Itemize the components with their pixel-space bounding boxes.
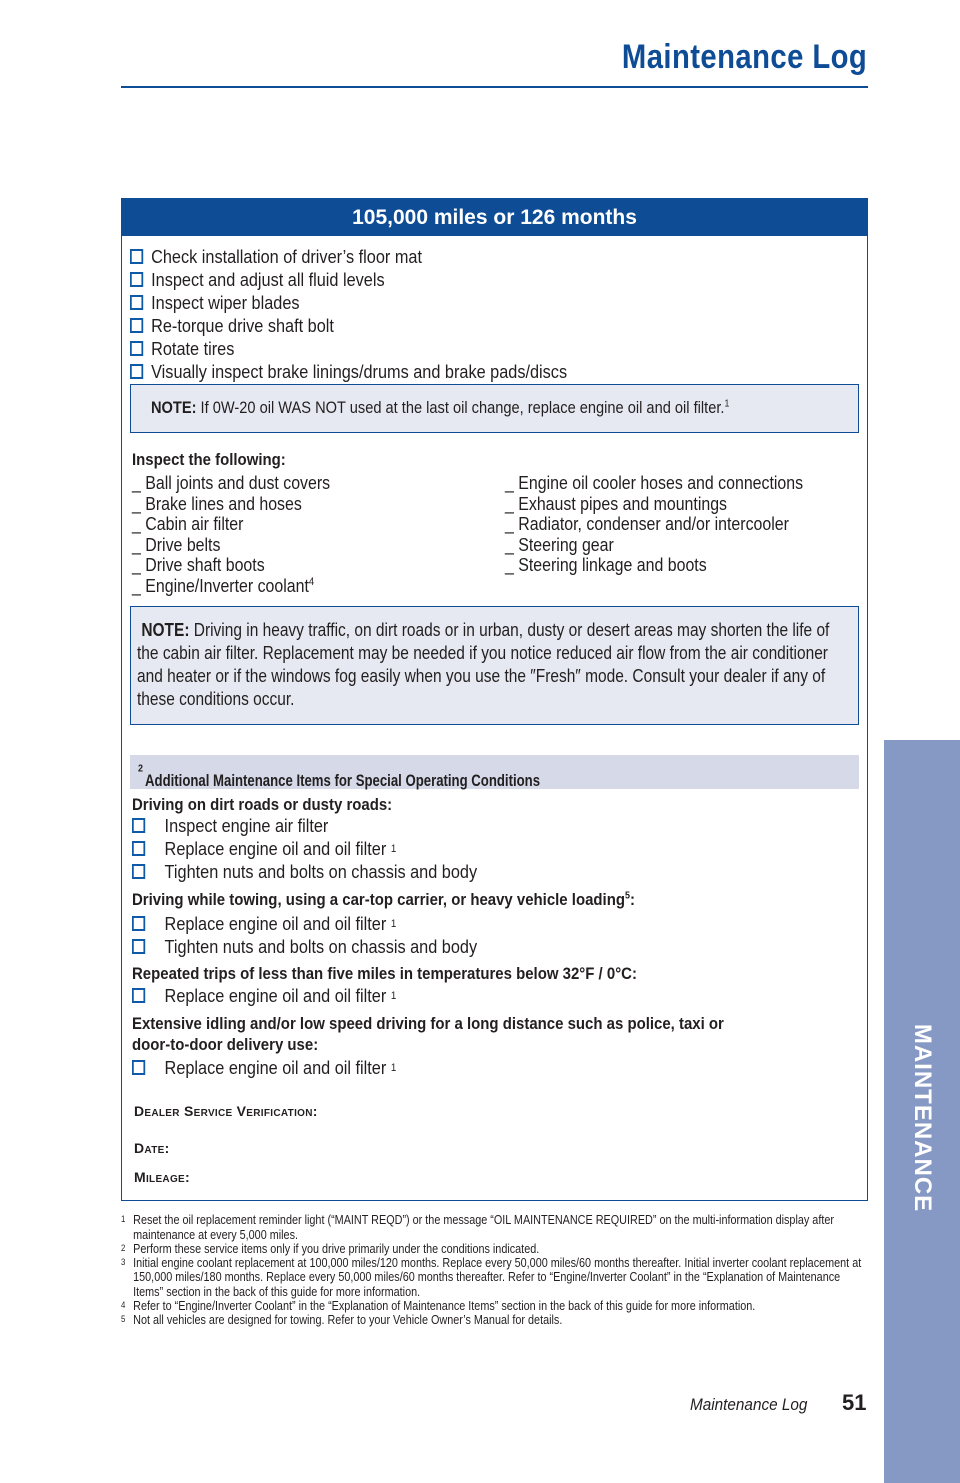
task-item[interactable] (130, 360, 567, 383)
side-tab-label-wrap (884, 1018, 960, 1218)
checkbox-icon[interactable] (130, 295, 143, 310)
additional-heading-wrap (138, 763, 541, 790)
inspect-item: _ Steering gear (505, 533, 614, 555)
condition-task[interactable] (132, 860, 477, 883)
footnote: 4 Refer to “Engine/Inverter Coolant” in the “Explanation of Maintenance Items” section in the back of this guide for more information. (121, 1298, 756, 1313)
condition-task[interactable]: Replace engine oil and oil filter 1 (132, 837, 396, 860)
additional-heading: Additional Maintenance Items for Special Operating Conditions (145, 771, 541, 790)
inspect-list-left (132, 473, 330, 596)
task-item[interactable] (130, 245, 567, 268)
note-label: NOTE: (151, 398, 197, 417)
condition-task[interactable] (132, 814, 328, 837)
task-label: Rotate tires (151, 337, 235, 359)
inspect-item: _ Drive shaft boots (132, 554, 265, 575)
condition-title: Extensive idling and/or low speed driving for a long distance such as police, taxi or (132, 1014, 724, 1033)
inspect-item: _ Brake lines and hoses (132, 492, 302, 514)
footer-section-label: Maintenance Log (690, 1395, 808, 1414)
condition-task[interactable]: Replace engine oil and oil filter 1 (132, 1056, 396, 1079)
checkbox-icon[interactable] (132, 988, 145, 1003)
side-tab-label: MAINTENANCE (909, 1023, 937, 1213)
checkbox-icon[interactable] (132, 1060, 145, 1075)
dealer-verification-label: Dealer Service Verification: (134, 1103, 318, 1119)
footnote-text: Initial engine coolant replacement at 100,000 miles/120 months. Replace every 50,000 miles/60 months thereafter. Initial inverter coolant replacement at 150,000 miles/180 months. Replace every 50,000 miles/60 months thereafter. Refer to “Engine/Inverter Coolant” in the “Explanation of Maintenance Items” section in the back of this guide for more information. (133, 1255, 862, 1299)
checkbox-icon[interactable] (130, 249, 143, 264)
oil-note (130, 384, 859, 433)
condition-title-wrap (132, 889, 635, 910)
task-item[interactable] (130, 268, 567, 291)
footnote-text: Reset the oil replacement reminder light (“MAINT REQD”) or the message “OIL MAINTENANCE REQUIRED” on the multi-information display after maintenance at every 5,000 miles. (133, 1213, 834, 1242)
inspect-heading: Inspect the following: (132, 450, 286, 469)
condition-title-sup: 5 (624, 890, 630, 902)
checkbox-icon[interactable] (132, 818, 145, 833)
condition-title: Repeated trips of less than five miles in temperatures below 32°F / 0°C: (132, 964, 637, 983)
page-number: 51 (842, 1390, 867, 1415)
checkbox-icon[interactable] (132, 864, 145, 879)
interval-header: 105,000 miles or 126 months (122, 199, 867, 236)
condition-task-label: Inspect engine air filter (164, 814, 329, 836)
checkbox-icon[interactable] (130, 341, 143, 356)
footnotes (121, 1213, 868, 1327)
checkbox-icon[interactable] (132, 841, 145, 856)
checkbox-icon[interactable] (130, 318, 143, 333)
condition-task-label: Replace engine oil and oil filter (164, 912, 387, 934)
inspect-sup: 4 (308, 575, 315, 588)
inspect-item: _ Exhaust pipes and mountings (505, 492, 728, 514)
condition-task-label: Replace engine oil and oil filter (164, 1056, 387, 1078)
inspect-item: _ Steering linkage and boots (505, 554, 707, 575)
inspect-item: _ Radiator, condenser and/or intercooler (505, 513, 789, 534)
task-label: Inspect and adjust all fluid levels (151, 268, 385, 290)
checkbox-icon[interactable] (132, 939, 145, 954)
page-title: Maintenance Log (621, 38, 867, 76)
condition-title: Driving on dirt roads or dusty roads: (132, 795, 393, 814)
task-item[interactable] (130, 314, 567, 337)
inspect-item-wrap (132, 576, 330, 597)
checkbox-icon[interactable] (130, 364, 143, 379)
condition-task[interactable] (132, 935, 477, 958)
note-body: If 0W-20 oil WAS NOT used at the last oil change, replace engine oil and oil filter. (200, 398, 725, 417)
task-item[interactable] (130, 337, 567, 360)
cabin-filter-note (130, 606, 859, 725)
task-label: Check installation of driver’s floor mat (151, 245, 422, 267)
condition-title-line2: door-to-door delivery use: (132, 1035, 319, 1054)
cabin-filter-note-text (137, 619, 851, 711)
footnote-text: Perform these service items only if you drive primarily under the conditions indicated. (133, 1241, 540, 1256)
note-body: Driving in heavy traffic, on dirt roads or in urban, dusty or desert areas may shorten the life of the cabin air filter. Replacement may be needed if you notice reduced air flow from the air conditioner and heater or if the windows fog easily when you use the ″Fresh″ mode. Consult your dealer if any of these conditions occur. (137, 620, 830, 709)
task-list (130, 245, 627, 383)
condition-task-label: Tighten nuts and bolts on chassis and body (164, 860, 478, 882)
mileage-label: Mileage: (134, 1169, 190, 1185)
additional-heading-sup: 2 (138, 763, 143, 775)
footnote-text: Not all vehicles are designed for towing. Refer to your Vehicle Owner’s Manual for details. (133, 1312, 563, 1327)
condition-task-label: Replace engine oil and oil filter (164, 837, 387, 859)
maintenance-box (121, 198, 868, 1201)
condition-title-suffix: : (629, 890, 635, 909)
condition-task[interactable]: Replace engine oil and oil filter 1 (132, 984, 396, 1007)
footnote: 2 Perform these service items only if you drive primarily under the conditions indicated. (121, 1241, 540, 1256)
condition-task[interactable]: Replace engine oil and oil filter 1 (132, 912, 396, 935)
date-label: Date: (134, 1140, 170, 1156)
inspect-item: _ Engine/Inverter coolant (132, 574, 309, 596)
task-label: Inspect wiper blades (151, 291, 300, 313)
footnote: 5 Not all vehicles are designed for towing. Refer to your Vehicle Owner’s Manual for details. (121, 1312, 563, 1327)
checkbox-icon[interactable] (132, 916, 145, 931)
task-item[interactable] (130, 291, 567, 314)
inspect-item: _ Ball joints and dust covers (132, 472, 331, 493)
title-rule (121, 86, 868, 88)
note-sup: 1 (724, 398, 730, 410)
note-label: NOTE: (141, 620, 190, 640)
footnote: 3 Initial engine coolant replacement at 100,000 miles/120 months. Replace every 50,000 miles/60 months thereafter. Initial inverter coolant replacement at 150,000 miles/180 months. Replace every 50,000 miles/60 months thereafter. Refer to “Engine/Inverter Coolant” in the “Explanation of Maintenance Items” section in the back of this guide for more information. (121, 1255, 862, 1299)
footnote-text: Refer to “Engine/Inverter Coolant” in the “Explanation of Maintenance Items” section in the back of this guide for more information. (133, 1298, 756, 1313)
inspect-item: _ Cabin air filter (132, 513, 244, 534)
checkbox-icon[interactable] (130, 272, 143, 287)
additional-heading-bar (130, 755, 859, 789)
inspect-list-right (505, 473, 803, 576)
inspect-item: _ Engine oil cooler hoses and connections (505, 472, 804, 493)
oil-note-text (151, 398, 729, 418)
task-label: Visually inspect brake linings/drums and brake pads/discs (151, 360, 568, 382)
inspect-item: _ Drive belts (132, 533, 221, 555)
condition-title: Driving while towing, using a car-top carrier, or heavy vehicle loading (132, 890, 625, 909)
task-label: Re-torque drive shaft bolt (151, 314, 334, 336)
condition-task-label: Tighten nuts and bolts on chassis and body (164, 935, 478, 957)
footnote: 1 Reset the oil replacement reminder light (“MAINT REQD”) or the message “OIL MAINTENANCE REQUIRED” on the multi-information display after maintenance at every 5,000 miles. (121, 1213, 834, 1242)
condition-task-label: Replace engine oil and oil filter (164, 984, 387, 1006)
